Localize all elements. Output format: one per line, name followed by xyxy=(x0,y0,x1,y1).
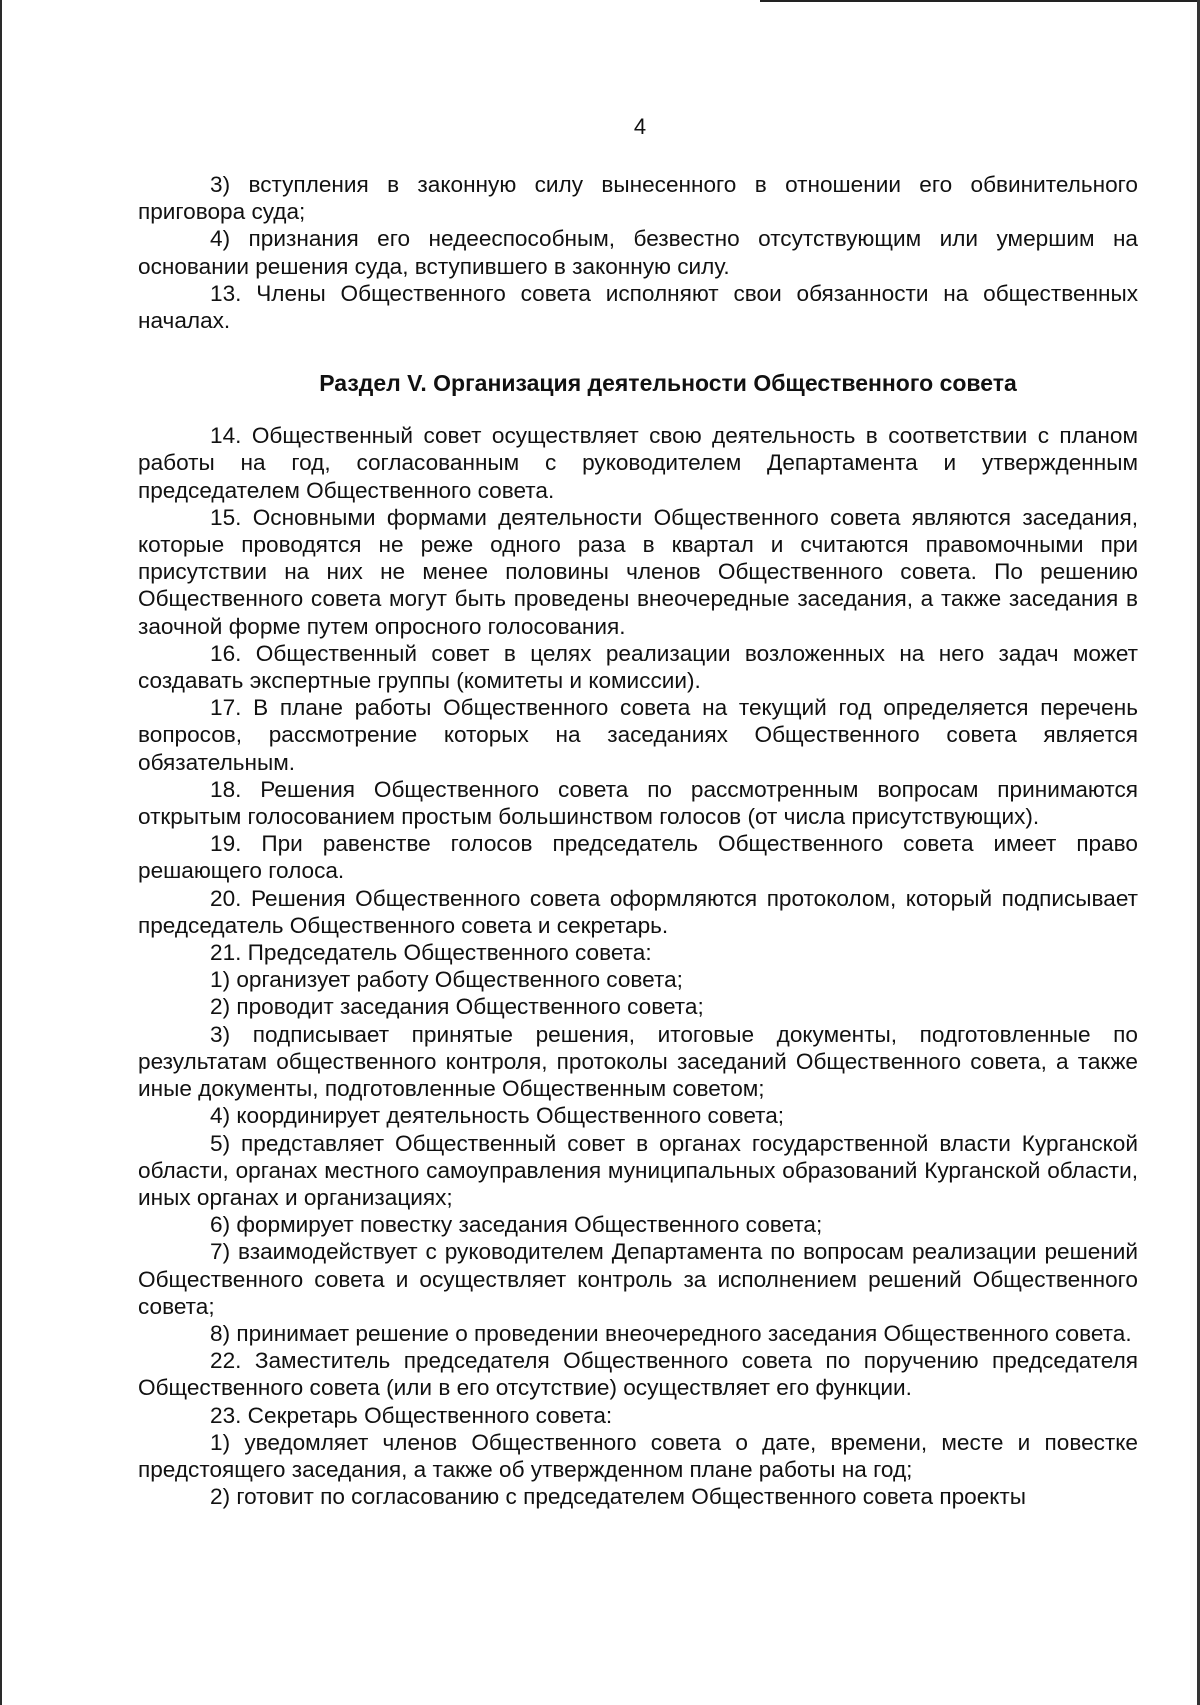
paragraph-21-item-8: 8) принимает решение о проведении внеочередного заседания Общественного совета. xyxy=(210,1320,1132,1346)
scan-top-edge xyxy=(760,0,1200,2)
paragraph-16: 16. Общественный совет в целях реализации возложенных на него задач может создавать экспертные группы (комитеты и комиссии). xyxy=(138,640,1138,694)
paragraph-19: 19. При равенстве голосов председатель Общественного совета имеет право решающего голоса. xyxy=(138,831,1138,884)
scan-left-edge xyxy=(0,0,2,1705)
paragraph-21-item-1: 1) организует работу Общественного совета; xyxy=(210,967,683,993)
paragraph-14: 14. Общественный совет осуществляет свою деятельность в соответствии с планом работы на год, согласованным с руководителем Департамента и утвержденным председателем Общественного совета. xyxy=(138,423,1138,503)
paragraph-18: 18. Решения Общественного совета по рассмотренным вопросам принимаются открытым голосованием простым большинством голосов (от числа присутствующих). xyxy=(138,776,1138,830)
paragraph-21-item-5: 5) представляет Общественный совет в органах государственной власти Курганской области, органах местного самоуправления муниципальных образований Курганской области, иных органах и организациях; xyxy=(138,1130,1138,1210)
page-number: 4 xyxy=(633,114,647,139)
paragraph-23: 23. Секретарь Общественного совета: xyxy=(210,1402,613,1428)
paragraph-22: 22. Заместитель председателя Общественного совета по поручению председателя Общественного совета (или в его отсутствие) осуществляет его функции. xyxy=(138,1348,1138,1401)
paragraph-3-conviction: 3) вступления в законную силу вынесенного в отношении его обвинительного приговора суда; xyxy=(138,172,1138,225)
document-body xyxy=(138,171,1138,1510)
paragraph-23-item-1: 1) уведомляет членов Общественного совета о дате, времени, месте и повестке предстоящего заседания, а также об утвержденном плане работы на год; xyxy=(138,1429,1138,1482)
paragraph-13-voluntary-basis: 13. Члены Общественного совета исполняют свои обязанности на общественных началах. xyxy=(138,280,1138,334)
paragraph-20: 20. Решения Общественного совета оформляются протоколом, который подписывает председатель Общественного совета и секретарь. xyxy=(138,885,1138,938)
paragraph-21-item-7: 7) взаимодействует с руководителем Департамента по вопросам реализации решений Общественного совета и осуществляет контроль за исполнением решений Общественного совета; xyxy=(138,1239,1138,1319)
paragraph-23-item-2: 2) готовит по согласованию с председателем Общественного совета проекты xyxy=(210,1484,1026,1510)
paragraph-15: 15. Основными формами деятельности Общественного совета являются заседания, которые проводятся не реже одного раза в квартал и считаются правомочными при присутствии на них не менее половины членов Общественного совета. По решению Общественного совета могут быть проведены внеочередные заседания, а также заседания в заочной форме путем опросного голосования. xyxy=(138,504,1138,639)
section-heading: Раздел V. Организация деятельности Общественного совета xyxy=(319,370,1017,397)
paragraph-21-item-2: 2) проводит заседания Общественного совета; xyxy=(210,994,704,1020)
paragraph-21-item-3: 3) подписывает принятые решения, итоговые документы, подготовленные по результатам общественного контроля, протоколы заседаний Общественного совета, а также иные документы, подготовленные Общественным советом; xyxy=(138,1021,1138,1102)
paragraph-21-item-6: 6) формирует повестку заседания Общественного совета; xyxy=(210,1212,823,1238)
paragraph-21: 21. Председатель Общественного совета: xyxy=(210,940,652,966)
paragraph-4-incapacity: 4) признания его недееспособным, безвестно отсутствующим или умершим на основании решения суда, вступившего в законную силу. xyxy=(138,226,1138,279)
paragraph-17: 17. В плане работы Общественного совета на текущий год определяется перечень вопросов, рассмотрение которых на заседаниях Общественного совета является обязательным. xyxy=(138,695,1138,775)
paragraph-21-item-4: 4) координирует деятельность Общественного совета; xyxy=(210,1103,785,1129)
